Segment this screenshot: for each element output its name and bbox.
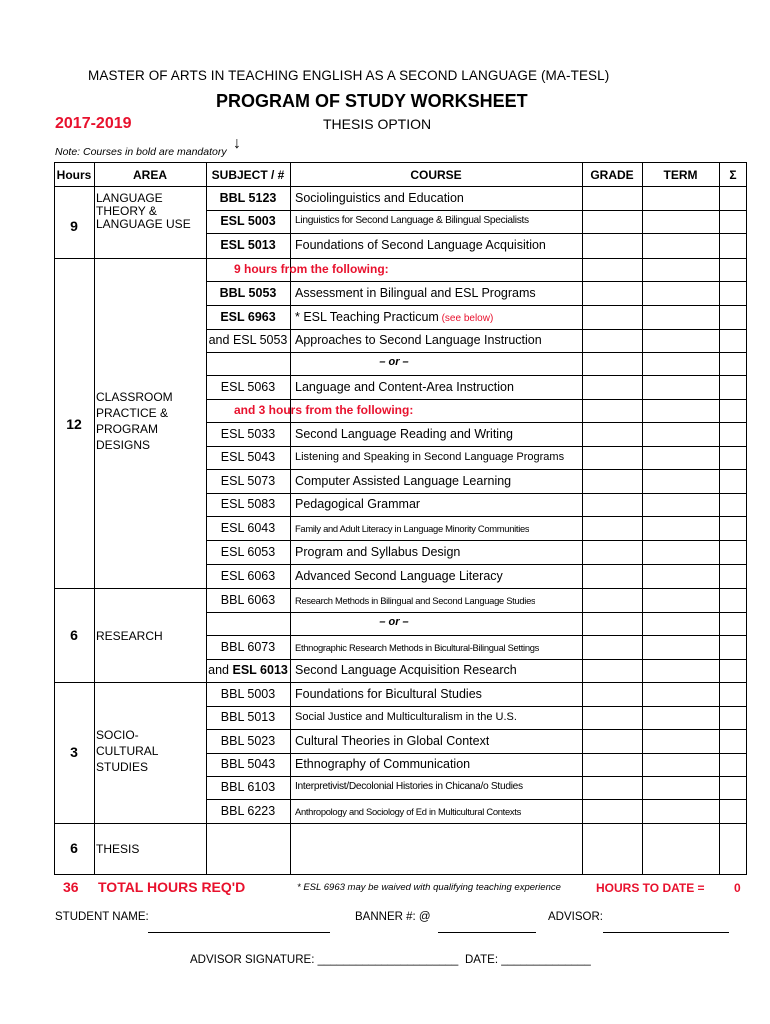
header-hours: Hours <box>56 168 92 182</box>
header-term: TERM <box>663 168 698 182</box>
term-input[interactable] <box>643 187 718 209</box>
option-label: THESIS OPTION <box>323 116 432 132</box>
area-label: DESIGNS <box>96 438 151 452</box>
course-title: Anthropology and Sociology of Ed in Multicultural Contexts <box>295 805 521 817</box>
course-cell <box>295 333 542 347</box>
sigma-input[interactable] <box>720 447 746 468</box>
row-rule <box>206 612 747 613</box>
sigma-input[interactable] <box>720 494 746 515</box>
grade-input[interactable] <box>583 517 641 539</box>
course-cell <box>295 663 517 677</box>
sigma-input[interactable] <box>720 330 746 351</box>
term-input[interactable] <box>643 660 718 681</box>
sigma-input[interactable] <box>720 541 746 563</box>
subject-cell: BBL 5043 <box>220 757 276 771</box>
course-cell <box>295 474 511 488</box>
subject-cell: ESL 5073 <box>220 474 276 488</box>
term-input[interactable] <box>643 800 718 822</box>
sigma-input[interactable] <box>720 660 746 681</box>
sigma-input[interactable] <box>720 306 746 328</box>
grade-input[interactable] <box>583 636 641 658</box>
grade-input[interactable] <box>583 282 641 304</box>
course-title: Language and Content-Area Instruction <box>295 380 514 394</box>
sigma-input[interactable] <box>720 589 746 611</box>
section-note: 9 hours from the following: <box>234 262 389 276</box>
course-cell <box>295 757 470 771</box>
advisor-field[interactable] <box>603 932 729 933</box>
course-title: Program and Syllabus Design <box>295 545 461 559</box>
course-title: * ESL Teaching Practicum <box>295 310 439 324</box>
mandatory-note: Note: Courses in bold are mandatory <box>55 146 227 158</box>
page-title: PROGRAM OF STUDY WORKSHEET <box>216 91 528 111</box>
worksheet-table <box>54 162 747 875</box>
subject-cell: ESL 6063 <box>220 569 276 583</box>
grade-input[interactable] <box>583 423 641 445</box>
course-title: Linguistics for Second Language & Bilingual Specialists <box>295 215 529 227</box>
term-input[interactable] <box>643 306 718 328</box>
course-cell <box>295 781 523 792</box>
student-name-label: STUDENT NAME: <box>55 911 149 923</box>
area-label: THESIS <box>96 842 140 856</box>
course-cell <box>295 286 536 300</box>
sigma-input[interactable] <box>720 234 746 257</box>
course-title: Foundations for Bicultural Studies <box>295 687 482 701</box>
term-input[interactable] <box>643 589 718 611</box>
course-title: Approaches to Second Language Instruction <box>295 333 542 347</box>
term-input[interactable] <box>643 376 718 398</box>
sigma-input[interactable] <box>720 565 746 587</box>
subject-cell: BBL 6063 <box>220 593 276 607</box>
header-area: AREA <box>132 168 167 182</box>
subject-prefix: and <box>208 663 233 677</box>
term-input[interactable] <box>643 282 718 304</box>
subject-cell: BBL 5003 <box>220 687 276 701</box>
grade-input[interactable] <box>583 660 641 681</box>
subject-cell: ESL 5013 <box>220 238 276 252</box>
term-input[interactable] <box>643 565 718 587</box>
subject-cell: ESL 6053 <box>220 545 276 559</box>
sigma-input[interactable] <box>720 730 746 752</box>
term-input[interactable] <box>643 707 718 728</box>
header-sigma: Σ <box>729 168 737 182</box>
course-cell <box>295 569 503 583</box>
course-title: Computer Assisted Language Learning <box>295 474 512 488</box>
sigma-input[interactable] <box>720 470 746 492</box>
course-title: Assessment in Bilingual and ESL Programs <box>295 286 536 300</box>
column-rule <box>94 162 95 875</box>
hours-to-date-value: 0 <box>734 881 741 895</box>
grade-input[interactable] <box>583 730 641 752</box>
area-label: LANGUAGE USE <box>96 217 191 231</box>
course-title: Pedagogical Grammar <box>295 497 421 511</box>
term-input[interactable] <box>643 636 718 658</box>
subject-cell: BBL 5053 <box>219 286 277 300</box>
subject-cell: BBL 6223 <box>220 804 276 818</box>
grade-input[interactable] <box>583 470 641 492</box>
header-course: COURSE <box>410 168 462 182</box>
course-title: Ethnographic Research Methods in Bicultural-Bilingual Settings <box>295 641 540 653</box>
grade-input[interactable] <box>583 777 641 798</box>
program-years: 2017-2019 <box>55 115 132 132</box>
area-hours: 6 <box>70 840 78 856</box>
grade-input[interactable] <box>583 541 641 563</box>
grade-input[interactable] <box>583 824 641 874</box>
or-separator: – or – <box>379 616 409 628</box>
area-label: LANGUAGE <box>96 191 163 205</box>
course-cell <box>295 497 420 511</box>
sigma-input[interactable] <box>720 777 746 798</box>
area-label: RESEARCH <box>96 629 163 643</box>
sigma-input[interactable] <box>720 707 746 728</box>
subject-cell: ESL 6963 <box>220 310 276 324</box>
area-label: THEORY & <box>96 204 157 218</box>
course-title: Family and Adult Literacy in Language Minority Communities <box>295 522 530 534</box>
subject-cell <box>206 663 290 677</box>
course-cell <box>295 595 535 606</box>
waiver-note: * ESL 6963 may be waived with qualifying teaching experience <box>297 882 561 893</box>
course-cell <box>295 215 529 226</box>
course-cell <box>295 734 489 748</box>
grade-input[interactable] <box>583 211 641 232</box>
subject-cell: ESL 5083 <box>220 497 276 511</box>
subject-cell: BBL 5023 <box>220 734 276 748</box>
course-title: Second Language Acquisition Research <box>295 663 517 677</box>
term-input[interactable] <box>643 517 718 539</box>
subject-cell: and ESL 5053 <box>208 333 288 347</box>
course-cell <box>295 238 546 252</box>
subject-cell: ESL 5043 <box>220 450 276 464</box>
term-input[interactable] <box>643 234 718 257</box>
group-rule <box>54 588 206 589</box>
course-title: Advanced Second Language Literacy <box>295 569 503 583</box>
group-rule <box>54 258 206 259</box>
course-title: Ethnography of Communication <box>295 757 471 771</box>
term-input[interactable] <box>643 824 718 874</box>
course-cell <box>295 545 460 559</box>
term-input[interactable] <box>643 211 718 232</box>
course-cell <box>295 687 482 701</box>
course-cell <box>295 642 539 653</box>
grade-input[interactable] <box>583 447 641 468</box>
sigma-input[interactable] <box>720 211 746 232</box>
term-input[interactable] <box>643 470 718 492</box>
area-label: SOCIO- <box>96 728 139 742</box>
area-hours: 6 <box>70 627 78 643</box>
grade-input[interactable] <box>583 800 641 822</box>
subject-code: ESL 6013 <box>232 663 288 677</box>
course-title: Cultural Theories in Global Context <box>295 734 490 748</box>
student-name-field[interactable] <box>148 932 330 933</box>
grade-input[interactable] <box>583 234 641 257</box>
sigma-input[interactable] <box>720 517 746 539</box>
course-cell <box>295 451 564 463</box>
area-hours: 9 <box>70 218 78 234</box>
grade-input[interactable] <box>583 707 641 728</box>
or-separator: – or – <box>379 356 409 368</box>
term-input[interactable] <box>643 730 718 752</box>
course-cell <box>295 427 513 441</box>
subject-cell: ESL 5063 <box>220 380 276 394</box>
area-hours: 12 <box>66 416 82 432</box>
sigma-input[interactable] <box>720 683 746 705</box>
subject-cell: BBL 6103 <box>220 780 276 794</box>
area-label: CLASSROOM <box>96 390 173 404</box>
header-grade: GRADE <box>590 168 634 182</box>
course-cell <box>295 191 464 205</box>
course-cell <box>295 310 493 324</box>
course-title: Sociolinguistics and Education <box>295 191 464 205</box>
area-label: PROGRAM <box>96 422 159 436</box>
course-title: Social Justice and Multiculturalism in the U.S. <box>295 710 517 723</box>
term-input[interactable] <box>643 683 718 705</box>
course-cell <box>295 806 521 817</box>
course-title: Listening and Speaking in Second Language Programs <box>295 450 565 463</box>
header-subject: SUBJECT / # <box>211 168 285 182</box>
sigma-input[interactable] <box>720 754 746 775</box>
grade-input[interactable] <box>583 187 641 209</box>
sigma-input[interactable] <box>720 636 746 658</box>
banner-label: BANNER #: @ <box>355 911 431 923</box>
grade-input[interactable] <box>583 754 641 775</box>
grade-input[interactable] <box>583 494 641 515</box>
sigma-input[interactable] <box>720 423 746 445</box>
term-input[interactable] <box>643 423 718 445</box>
total-hours-label: TOTAL HOURS REQ'D <box>98 879 246 895</box>
subject-cell: ESL 5003 <box>220 214 276 228</box>
sigma-input[interactable] <box>720 282 746 304</box>
course-note: (see below) <box>438 313 494 324</box>
course-title: Research Methods in Bilingual and Second Language Studies <box>295 594 536 606</box>
arrow-down-icon: ↓ <box>233 135 241 152</box>
table-border-left <box>54 162 55 875</box>
advisor-signature-field[interactable]: ADVISOR SIGNATURE: ______________________ <box>190 954 459 966</box>
group-rule <box>54 682 206 683</box>
banner-field[interactable] <box>438 932 536 933</box>
course-title: Foundations of Second Language Acquisition <box>295 238 546 252</box>
subject-cell: BBL 6073 <box>220 640 276 654</box>
course-cell <box>295 523 529 534</box>
term-input[interactable] <box>643 754 718 775</box>
table-border-top <box>54 162 747 163</box>
area-label: PRACTICE & <box>96 406 169 420</box>
sigma-input[interactable] <box>720 824 746 874</box>
grade-input[interactable] <box>583 376 641 398</box>
term-input[interactable] <box>643 494 718 515</box>
sigma-input[interactable] <box>720 800 746 822</box>
term-input[interactable] <box>643 777 718 798</box>
term-input[interactable] <box>643 330 718 351</box>
subject-cell: ESL 6043 <box>220 521 276 535</box>
subject-cell: ESL 5033 <box>220 427 276 441</box>
section-note: and 3 hours from the following: <box>234 403 414 417</box>
area-hours: 3 <box>70 744 78 760</box>
area-label: CULTURAL <box>96 744 159 758</box>
area-label: STUDIES <box>96 760 149 774</box>
row-rule <box>206 352 747 353</box>
row-rule <box>206 399 747 400</box>
course-title: Second Language Reading and Writing <box>295 427 513 441</box>
table-border-bottom <box>54 874 747 875</box>
total-hours: 36 <box>63 879 79 895</box>
term-input[interactable] <box>643 541 718 563</box>
advisor-label: ADVISOR: <box>548 911 603 923</box>
course-cell <box>295 380 514 394</box>
term-input[interactable] <box>643 447 718 468</box>
sigma-input[interactable] <box>720 376 746 398</box>
subject-cell: BBL 5123 <box>219 191 277 205</box>
course-cell <box>295 711 517 723</box>
grade-input[interactable] <box>583 589 641 611</box>
hours-to-date-label: HOURS TO DATE = <box>596 881 705 895</box>
course-title: Interpretivist/Decolonial Histories in Chicana/o Studies <box>295 781 523 793</box>
program-name: MASTER OF ARTS IN TEACHING ENGLISH AS A SECOND LANGUAGE (MA-TESL) <box>88 68 610 83</box>
subject-cell: BBL 5013 <box>220 710 276 724</box>
grade-input[interactable] <box>583 683 641 705</box>
row-rule <box>206 258 747 259</box>
sigma-input[interactable] <box>720 187 746 209</box>
date-field[interactable]: DATE: ______________ <box>465 954 591 966</box>
table-border-right <box>746 162 747 875</box>
grade-input[interactable] <box>583 306 641 328</box>
group-rule <box>54 823 206 824</box>
grade-input[interactable] <box>583 330 641 351</box>
grade-input[interactable] <box>583 565 641 587</box>
